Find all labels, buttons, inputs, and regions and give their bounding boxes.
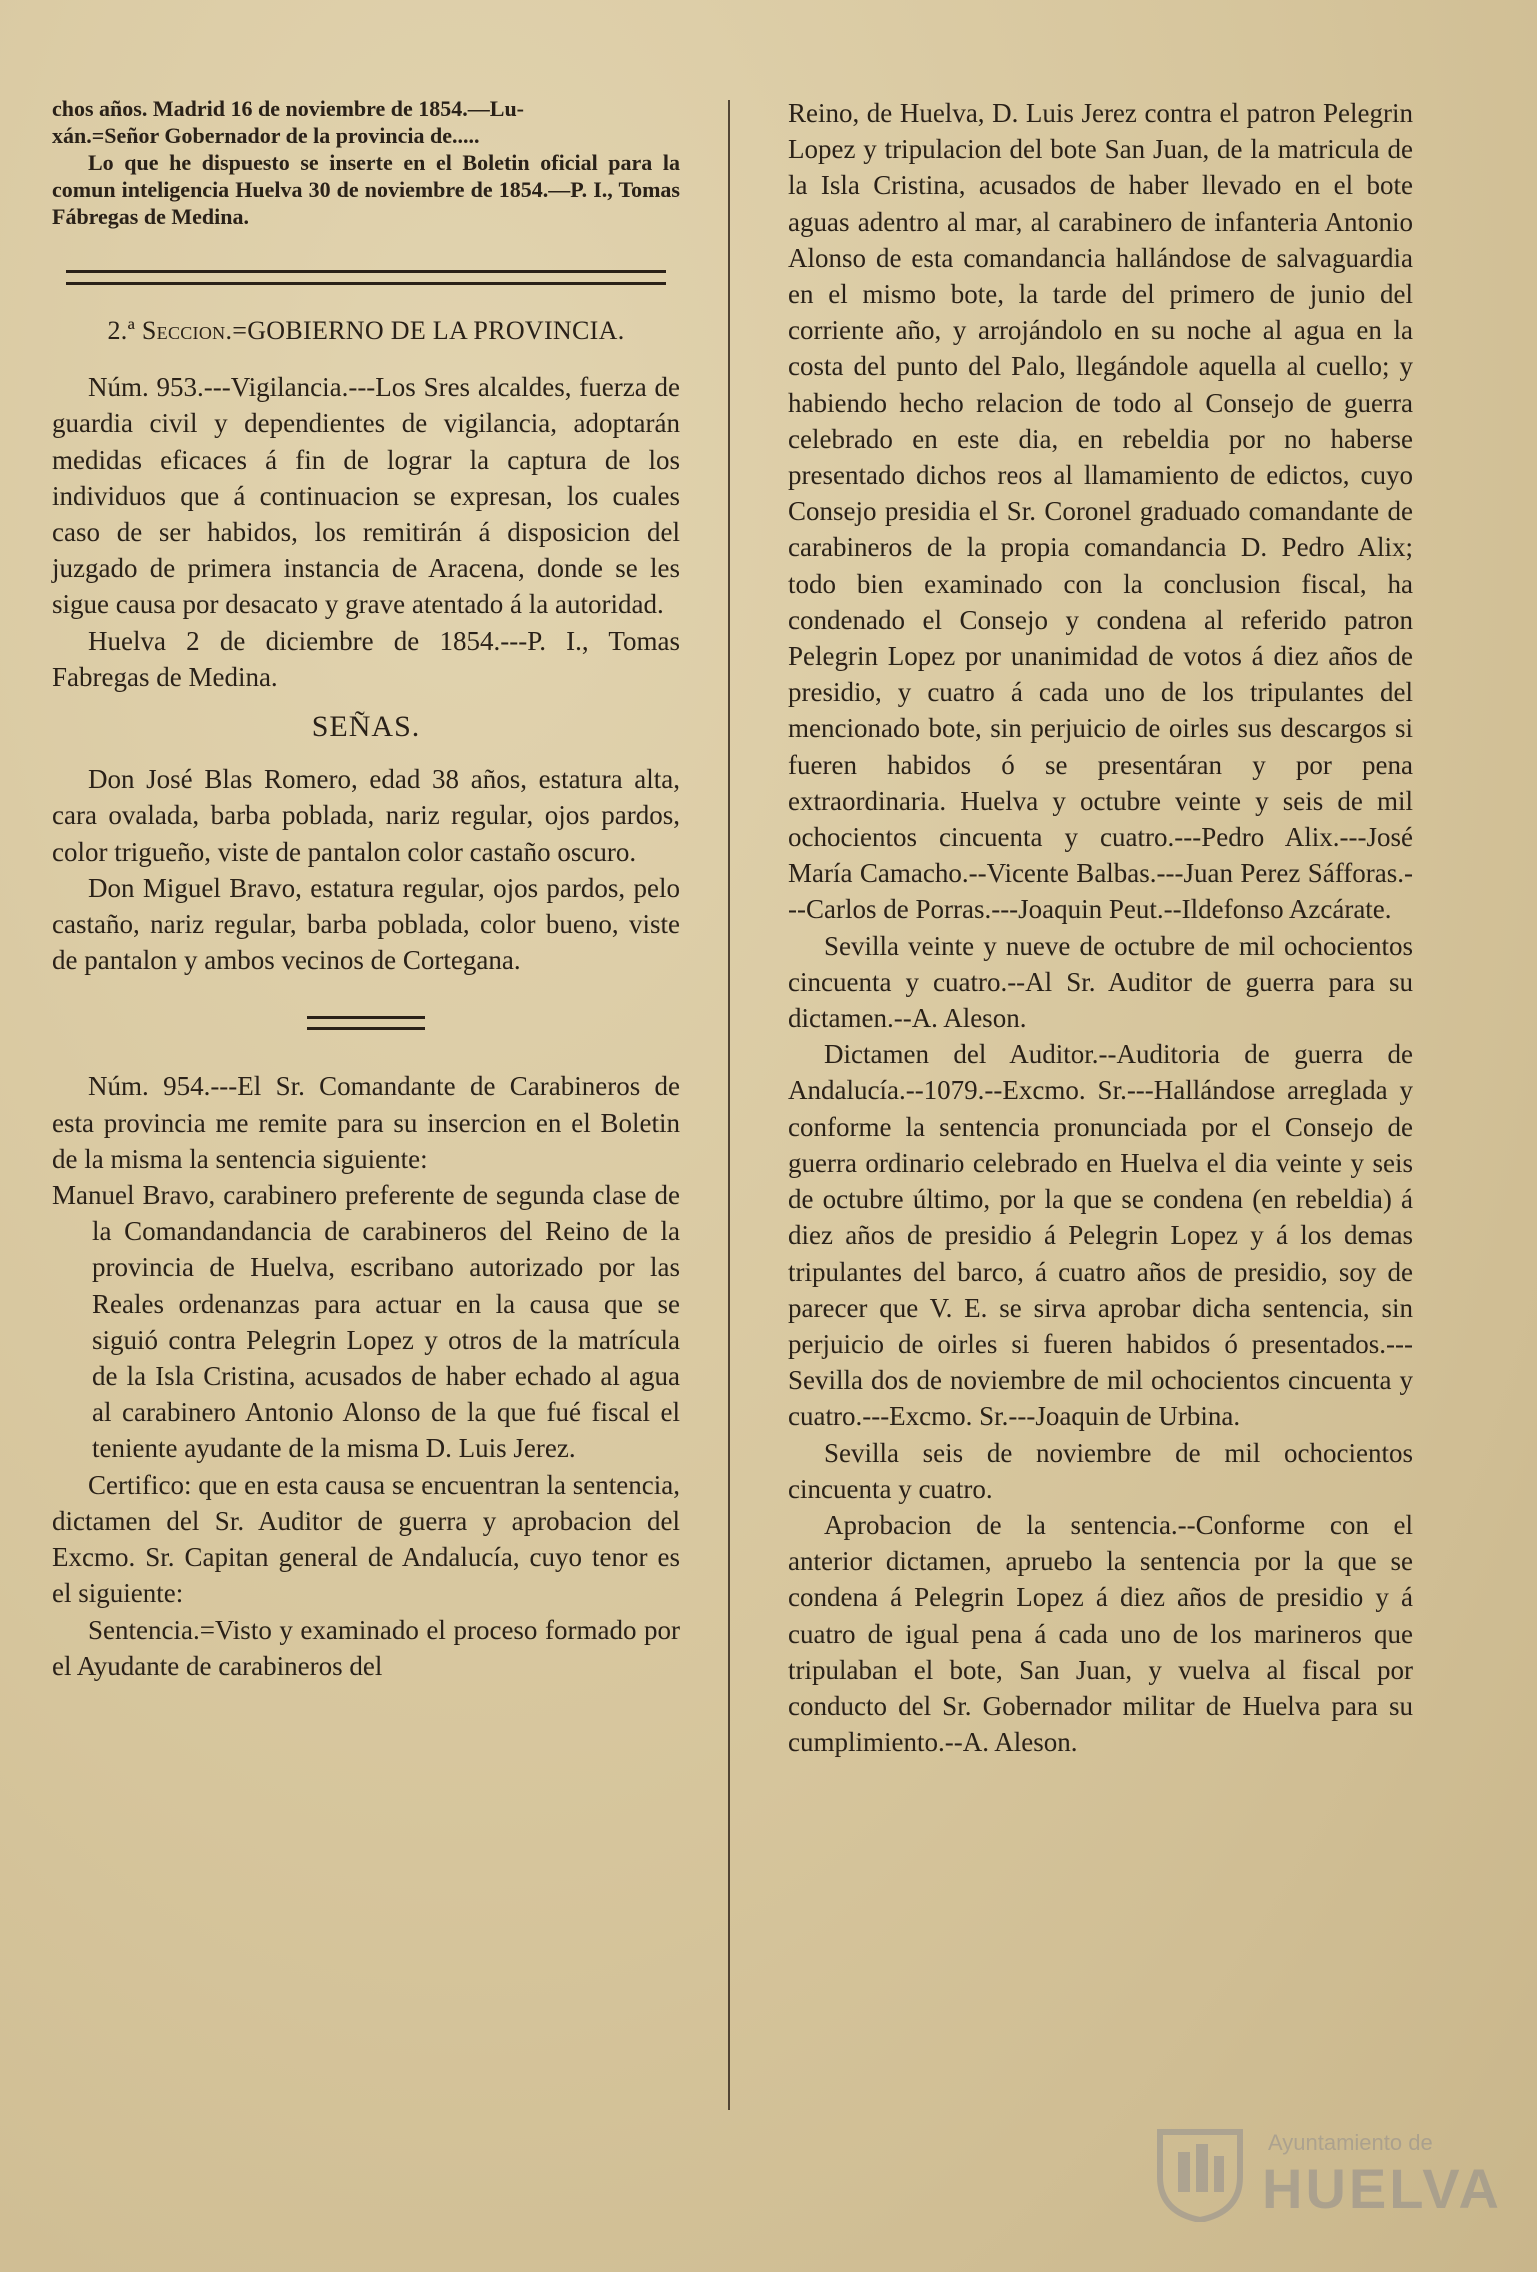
- senas-heading: SEÑAS.: [311, 710, 421, 744]
- notice-954-intro: Núm. 954.---El Sr. Comandante de Carabineros de esta provincia me remite para su insercion en el Boletin de la misma la sentencia siguiente:: [52, 1071, 680, 1174]
- section-title: =GOBIERNO DE LA PROVINCIA.: [232, 316, 625, 345]
- section-rule: [66, 270, 666, 285]
- column-divider: [728, 100, 730, 2110]
- notice-953-date: Huelva 2 de diciembre de 1854.---P. I., Tomas Fabregas de Medina.: [52, 625, 680, 692]
- sentencia-aprobacion: Aprobacion de la sentencia.--Conforme con el anterior dictamen, apruebo la sentencia por la que se condena á Pelegrin Lopez á diez años de presidio y á cuatro de igual pena á cada uno de los marineros que tripulaban el bote, San Juan, y vuelva al fiscal por conducto del Sr. Gobernador militar de Huelva para su cumplimiento.--A. Aleson.: [788, 1509, 1413, 1758]
- top-line-1: chos años. Madrid 16 de noviembre de 1854.—Lu-: [52, 96, 525, 121]
- left-column: [52, 95, 680, 1684]
- senas-entry-1: Don José Blas Romero, edad 38 años, estatura alta, cara ovalada, barba poblada, nariz regular, ojos pardos, color trigueño, viste de pantalon color castaño oscuro.: [52, 764, 680, 867]
- watermark-big-text: HUELVA: [1262, 2157, 1502, 2220]
- top-line-2: xán.=Señor Gobernador de la provincia de.....: [52, 123, 480, 148]
- section-heading: [52, 313, 680, 349]
- top-line-3: Lo que he dispuesto se inserte en el Boletin oficial para la comun inteligencia Huelva 30 de noviembre de 1854.—P. I., Tomas Fábregas de Medina.: [52, 150, 680, 229]
- sevilla-decree-1: Sevilla veinte y nueve de octubre de mil ochocientos cincuenta y cuatro.--Al Sr. Auditor de guerra para su dictamen.--A. Aleson.: [788, 930, 1413, 1034]
- notice-953-text: Núm. 953.---Vigilancia.---Los Sres alcaldes, fuerza de guardia civil y dependientes de vigilancia, adoptarán medidas eficaces á fin de lograr la captura de los individuos que á continuacion se expresan, los cuales caso de ser habidos, los remitirán á disposicion del juzgado de primera instancia de Aracena, donde se les sigue causa por desacato y grave atentado á la autoridad.: [52, 372, 680, 620]
- notice-rule: [307, 1016, 425, 1030]
- notice-954-certifico: Certifico: que en esta causa se encuentran la sentencia, dictamen del Sr. Auditor de guerra y aprobacion del Excmo. Sr. Capitan general de Andalucía, cuyo tenor es el siguiente:: [52, 1469, 680, 1609]
- sevilla-decree-2: Sevilla seis de noviembre de mil ochocientos cincuenta y cuatro.: [788, 1437, 1413, 1504]
- notice-954-sentencia: Sentencia.=Visto y examinado el proceso formado por el Ayudante de carabineros del: [52, 1614, 680, 1681]
- notice-954-bravo: Manuel Bravo, carabinero preferente de segunda clase de la Comandandancia de carabineros del Reino de la provincia de Huelva, escribano autorizado por las Reales ordenanzas para actuar en la causa que se siguió contra Pelegrin Lopez y otros de la matrícula de la Isla Cristina, acusados de haber echado al agua al carabinero Antonio Alonso de la que fué fiscal el teniente ayudante de la misma D. Luis Jerez.: [52, 1180, 680, 1464]
- sentencia-continuation: Reino, de Huelva, D. Luis Jerez contra el patron Pelegrin Lopez y tripulacion del bote San Juan, de la matricula de la Isla Cristina, acusados de haber llevado en el bote aguas adentro al mar, al carabinero de infanteria Antonio Alonso de esta comandancia hallándose de salvaguardia en el mismo bote, la tarde del primero de junio del corriente año, y arrojándolo en su noche al agua en la costa del punto del Palo, llegándole aquella al cuello; y habiendo hecho relacion de todo al Consejo de guerra celebrado en este dia, en rebeldia por no haberse presentado dichos reos al llamamiento de edictos, cuyo Consejo presidia el Sr. Coronel graduado comandante de carabineros de la propia comandancia D. Pedro Alix; todo bien examinado con la conclusion fiscal, ha condenado el Consejo y condena al referido patron Pelegrin Lopez por unanimidad de votos á diez años de presidio, y cuatro á cada uno de los tripulantes del mencionado bote, sin perjuicio de oirles sus descargos si fueren habidos ó se presentáran y por pena extraordinaria. Huelva y octubre veinte y seis de mil ochocientos cincuenta y cuatro.---Pedro Alix.---José María Camacho.--Vicente Balbas.---Juan Perez Sáfforas.---Carlos de Porras.---Joaquin Peut.--Ildefonso Azcárate.: [788, 98, 1413, 925]
- city-shield-icon: [1150, 2122, 1250, 2222]
- archive-watermark: [1150, 2122, 1502, 2232]
- watermark-small-text: Ayuntamiento de: [1268, 2130, 1433, 2155]
- section-label: Seccion.: [141, 316, 233, 345]
- right-column: [788, 95, 1413, 1760]
- auditor-dictamen: Dictamen del Auditor.--Auditoria de guerra de Andalucía.--1079.--Excmo. Sr.---Hallándose arreglada y conforme la sentencia pronunciada por el Consejo de guerra ordinario celebrado en Huelva el dia veinte y seis de octubre último, por la que se condena (en rebeldia) á diez años de presidio á Pelegrin Lopez y á los demas tripulantes del barco, á cuatro años de presidio, soy de parecer que V. E. se sirva aprobar dicha sentencia, sin perjuicio de oirles si fueren habidos ó presentados.---Sevilla dos de noviembre de mil ochocientos cincuenta y cuatro.---Excmo. Sr.---Joaquin de Urbina.: [788, 1039, 1413, 1432]
- senas-entry-2: Don Miguel Bravo, estatura regular, ojos pardos, pelo castaño, nariz regular, barba poblada, color bueno, viste de pantalon y ambos vecinos de Cortegana.: [52, 872, 680, 976]
- section-prefix: 2.ª: [107, 316, 136, 345]
